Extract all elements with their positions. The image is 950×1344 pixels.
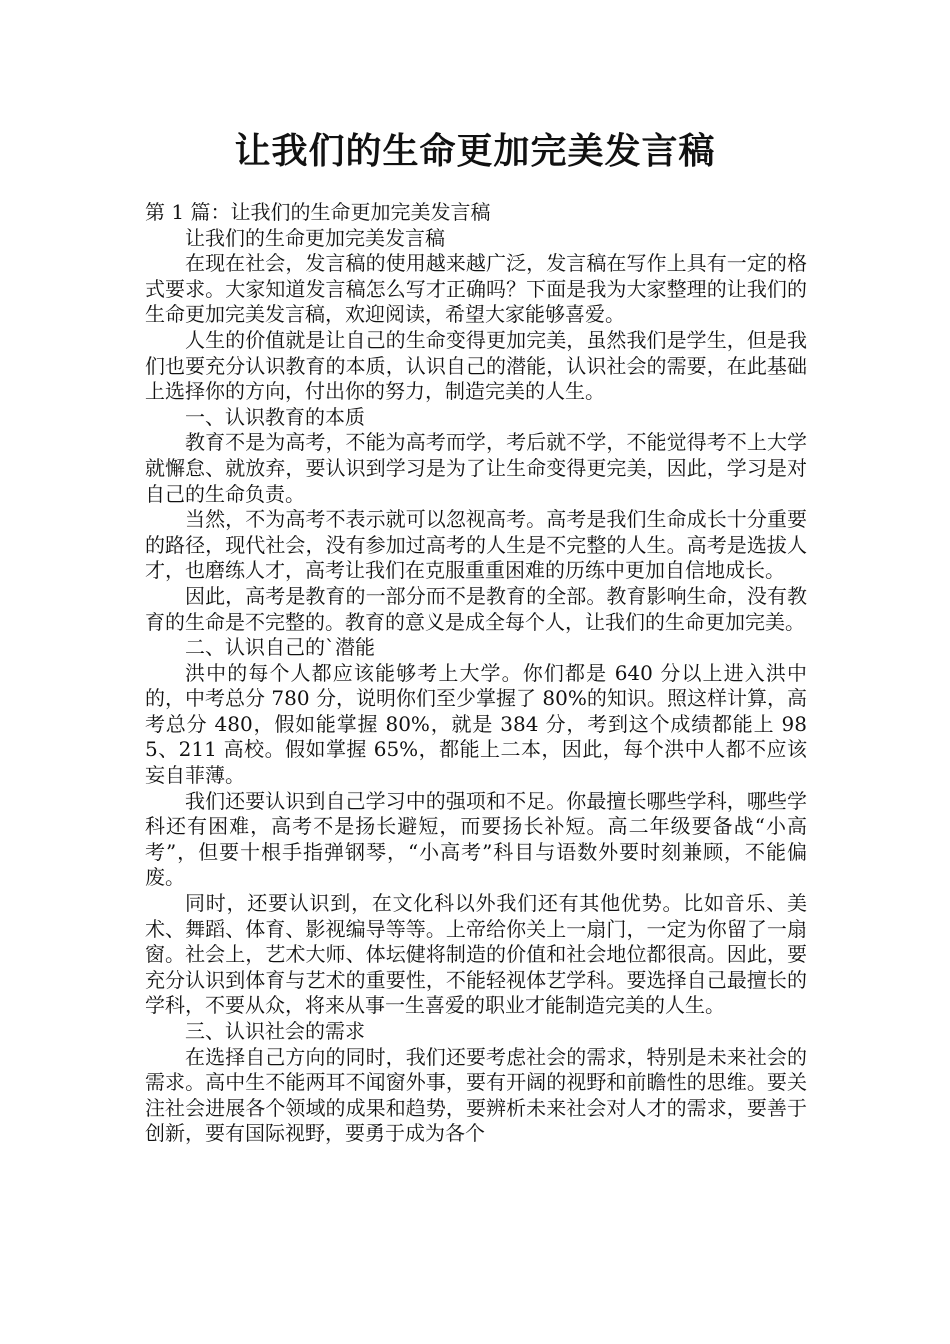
document-body	[145, 200, 807, 1147]
paragraph-value-of-life: 人生的价值就是让自己的生命变得更加完美，虽然我们是学生，但是我们也要充分认识教育的本质，认识自己的潜能，认识社会的需要，在此基础上选择你的方向，付出你的努力，制造完美的人生。	[145, 327, 807, 404]
paragraph-intro: 在现在社会，发言稿的使用越来越广泛，发言稿在写作上具有一定的格式要求。大家知道发言稿怎么写才正确吗？下面是我为大家整理的让我们的生命更加完美发言稿，欢迎阅读，希望大家能够喜爱。	[145, 251, 807, 327]
section-heading-potential: 二、认识自己的`潜能	[185, 635, 375, 660]
paragraph-potential-2: 我们还要认识到自己学习中的强项和不足。你最擅长哪些学科，哪些学科还有困难，高考不是扬长避短，而要扬长补短。高二年级要备战“小高考”，但要十根手指弹钢琴，“小高考”科目与语数外要时刻兼顾，不能偏废。	[145, 788, 807, 890]
paragraph-potential-3: 同时，还要认识到，在文化科以外我们还有其他优势。比如音乐、美术、舞蹈、体育、影视编导等等。上帝给你关上一扇门，一定为你留了一扇窗。社会上，艺术大师、体坛健将制造的价值和社会地位都很高。因此，要充分认识到体育与艺术的重要性，不能轻视体艺学科。要选择自己最擅长的学科，不要从众，将来从事一生喜爱的职业才能制造完美的人生。	[145, 891, 807, 1018]
paragraph-potential-1: 洪中的每个人都应该能够考上大学。你们都是 640 分以上进入洪中的，中考总分 780 分，说明你们至少掌握了 80%的知识。照这样计算，高考总分 480，假如能掌握 80%，就是 384 分，考到这个成绩都能上 985、211 高校。假如掌握 65%，都能上二本，因此，每个洪中人都不应该妄自菲薄。	[145, 660, 807, 788]
article-subtitle: 让我们的生命更加完美发言稿	[185, 225, 445, 250]
paragraph-education-1: 教育不是为高考，不能为高考而学，考后就不学，不能觉得考不上大学就懈怠、就放弃，要认识到学习是为了让生命变得更完美，因此，学习是对自己的生命负责。	[145, 430, 807, 506]
document-title: 让我们的生命更加完美发言稿	[234, 131, 716, 172]
section-label: 第 1 篇：让我们的生命更加完美发言稿	[145, 200, 491, 224]
paragraph-society-1: 在选择自己方向的同时，我们还要考虑社会的需求，特别是未来社会的需求。高中生不能两耳不闻窗外事，要有开阔的视野和前瞻性的思维。要关注社会进展各个领域的成果和趋势，要辨析未来社会对人才的需求，要善于创新，要有国际视野，要勇于成为各个	[145, 1044, 807, 1146]
paragraph-education-2: 当然，不为高考不表示就可以忽视高考。高考是我们生命成长十分重要的路径，现代社会，没有参加过高考的人生是不完整的人生。高考是选拔人才，也磨练人才，高考让我们在克服重重困难的历练中更加自信地成长。	[145, 507, 807, 583]
paragraph-education-3: 因此，高考是教育的一部分而不是教育的全部。教育影响生命，没有教育的生命是不完整的。教育的意义是成全每个人，让我们的生命更加完美。	[145, 583, 807, 634]
section-heading-education: 一、认识教育的本质	[185, 404, 365, 429]
section-heading-society: 三、认识社会的需求	[185, 1019, 365, 1043]
